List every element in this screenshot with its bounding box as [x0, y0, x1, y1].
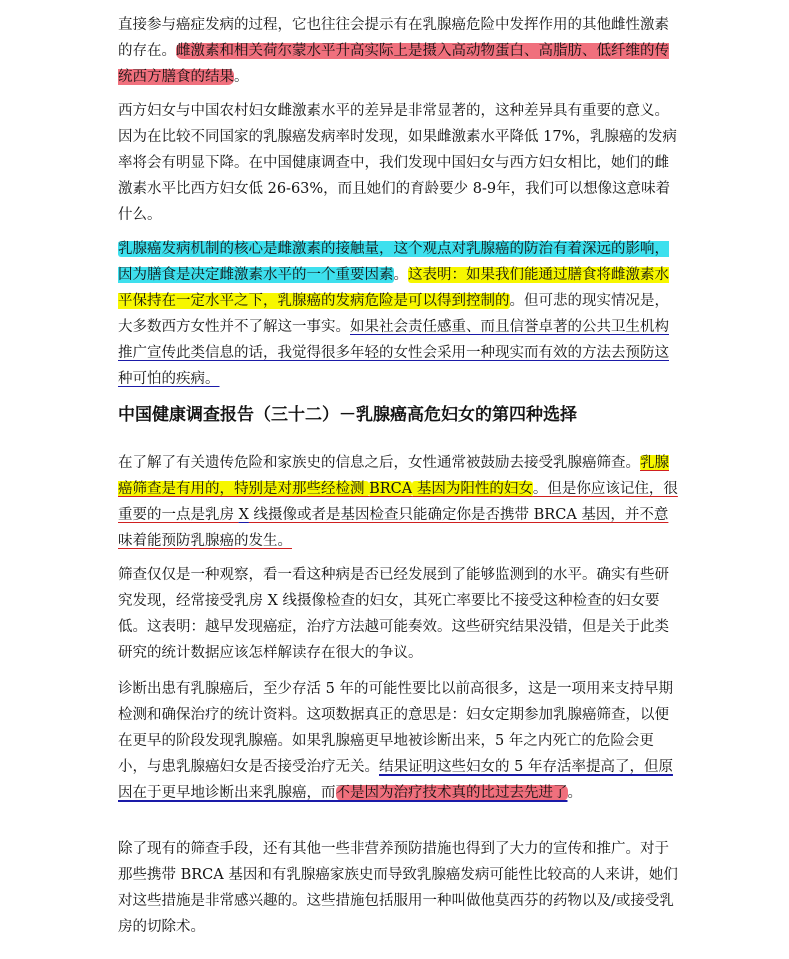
paragraph-1	[118, 12, 678, 90]
paragraph-4	[118, 450, 678, 554]
section-heading: 中国健康调查报告（三十二）－乳腺癌高危妇女的第四种选择	[118, 405, 577, 425]
p3-underline-blue: 如果社会责任感重、而且信誉卓著的公共卫生机构推广宣传此类信息的话，我觉得很多年轻的女性会采用一种现实而有效的方法去预防这种可怕的疾病。	[118, 319, 669, 387]
p2-text: 西方妇女与中国农村妇女雌激素水平的差异是非常显著的，这种差异具有重要的意义。因为在比较不同国家的乳腺癌发病率时发现，如果雌激素水平降低 17%，乳腺癌的发病率将会有明显下降。在中国健康调查中，我们发现中国妇女与西方妇女相比，她们的雌激素水平比西方妇女低 26-63%，而且她们的育龄要少 8-9年，我们可以想像这意味着什么。	[118, 103, 677, 223]
paragraph-7	[118, 836, 678, 940]
p6-end: 。	[567, 785, 582, 801]
p6-underline-blue: 结果证明这些妇女的 5 年存活率提高了，但原因在于更早地诊断出来乳腺癌，而	[118, 759, 673, 801]
paragraph-6	[118, 676, 678, 806]
p4-highlight-yellow-brca: BRCA	[369, 481, 413, 497]
paragraph-2	[118, 98, 678, 228]
p4-text: 在了解了有关遗传危险和家族史的信息之后，女性通常被鼓励去接受乳腺癌筛查。	[118, 455, 640, 471]
p1-end: 。	[234, 69, 249, 85]
p3-text: 。但可悲的现实情况是，大多数西方女性并不了解这一事实。	[118, 293, 669, 335]
paragraph-3	[118, 236, 678, 392]
p3-highlight-yellow: 这表明：如果我们能通过膳食将雌激素水平保持在一定水平之下，乳腺癌的发病危险是可以得到控制的	[118, 267, 669, 309]
p3-highlight-cyan: 乳腺癌发病机制的核心是雌激素的接触量，这个观点对乳腺癌的防治有着深远的影响，因为膳食是决定雌激素水平的一个重要因素	[118, 241, 669, 283]
p6-text: 诊断出患有乳腺癌后，至少存活 5 年的可能性要比以前高很多，这是一项用来支持早期检测和确保治疗的统计资料。这项数据真正的意思是：妇女定期参加乳腺癌筛查，以便在更早的阶段发现乳腺癌。如果乳腺癌更早地被诊断出来，5 年之内死亡的危险会更小，与患乳腺癌妇女是否接受治疗无关。	[118, 681, 673, 775]
p1-highlight-red: 雌激素和相关荷尔蒙水平升高实际上是摄入高动物蛋白、高脂肪、低纤维的传统西方膳食的结果	[118, 43, 669, 85]
p6-highlight-red: 不是因为治疗技术真的比过去先进了	[335, 785, 568, 801]
p4-highlight-yellow-c: 基因为阳性的妇女	[412, 481, 533, 497]
p4-underline-b: 线摄像或者是基因检查只能确定你是否携带 BRCA 基因，并不意味着能预防乳腺癌的发生。	[118, 507, 669, 549]
p4-underline-a: 。但是你应该记住，很重要的一点是乳房	[118, 481, 678, 523]
p1-text: 直接参与癌症发病的过程，它也往往会提示有在乳腺癌危险中发挥作用的其他雌性激素的存在。	[118, 17, 669, 59]
p5-text: 筛查仅仅是一种观察，看一看这种病是否已经发展到了能够监测到的水平。确实有些研究发现，经常接受乳房 X 线摄像检查的妇女，其死亡率要比不接受这种检查的妇女要低。这表明：越早发现癌症，治疗方法越可能奏效。这些研究结果没错，但是关于此类研究的统计数据应该怎样解读存在很大的争议。	[118, 567, 669, 661]
p7-text: 除了现有的筛查手段，还有其他一些非营养预防措施也得到了大力的宣传和推广。对于那些携带 BRCA 基因和有乳腺癌家族史而导致乳腺癌发病可能性比较高的人来讲，她们对这些措施是非常感兴趣的。这些措施包括服用一种叫做他莫西芬的药物以及/或接受乳房的切除术。	[118, 841, 678, 935]
p4-underline-x: X	[238, 507, 249, 523]
p3-sep: 。	[393, 267, 408, 283]
p4-highlight-yellow-a: 乳腺癌筛查是有用的，特别是对那些经检测	[118, 455, 669, 497]
paragraph-5	[118, 562, 678, 666]
